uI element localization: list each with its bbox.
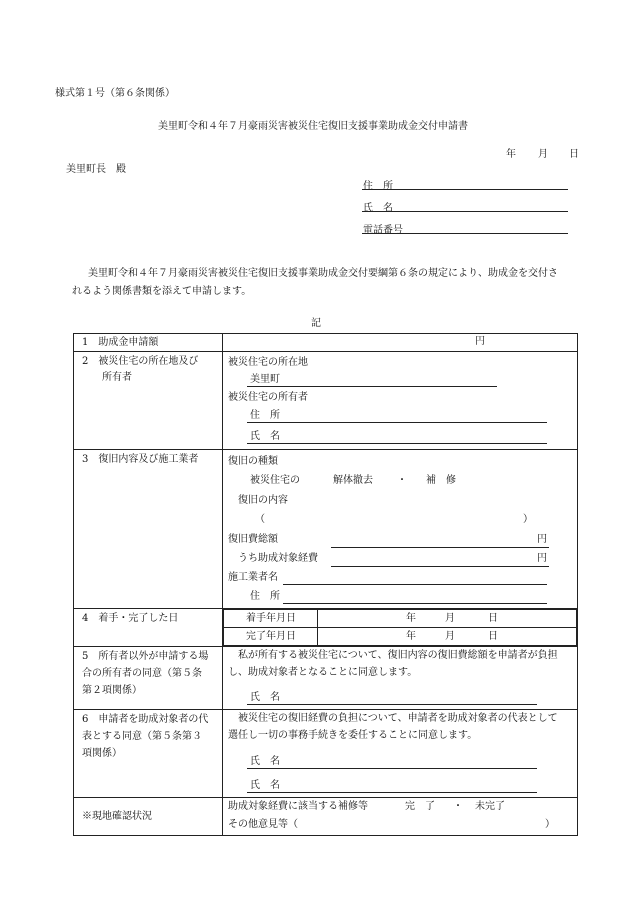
representative-label-2: 表とする同意（第５条第３: [82, 731, 202, 742]
site-check-label: ※現地確認状況: [82, 811, 152, 822]
owner-address-line[interactable]: [247, 422, 547, 423]
dates-label: 4 着手・完了した日: [82, 613, 179, 624]
start-month: 月: [445, 613, 455, 624]
subsidy-cost-label: うち助成対象経費: [238, 553, 318, 564]
total-cost-label: 復旧費総額: [228, 534, 278, 545]
representative-name-line-1[interactable]: [247, 768, 537, 769]
dates-subtable: [223, 609, 577, 646]
subsidy-cost-yen: 円: [537, 553, 547, 564]
consent-label-3: 第２項関係）: [82, 685, 142, 696]
applicant-phone-line[interactable]: [362, 233, 568, 234]
subsidy-cost-line[interactable]: [331, 566, 549, 567]
end-day: 日: [488, 631, 498, 642]
consent-text-1: 私が所有する被災住宅について、復旧内容の復旧費総額を申請者が負担: [238, 650, 558, 661]
table-row-owner-consent: [74, 647, 578, 710]
owner-name-line[interactable]: [247, 443, 547, 444]
end-year: 年: [406, 631, 416, 642]
applicant-address-label: 住 所: [363, 181, 393, 192]
intro-line-1: 美里町令和４年７月豪雨災害被災住宅復旧支援事業助成金交付要綱第６条の規定により、助成金を交付さ: [88, 268, 558, 279]
contractor-name-line[interactable]: [283, 584, 547, 585]
consent-name-line[interactable]: [247, 704, 537, 705]
contractor-label: 施工業者名: [228, 572, 278, 583]
location-town: 美里町: [250, 374, 280, 385]
restoration-label: 3 復旧内容及び施工業者: [82, 454, 199, 465]
representative-name-line-2[interactable]: [247, 792, 537, 793]
contractor-address-label: 住 所: [250, 591, 280, 602]
table-row-dates: [74, 609, 578, 647]
owner-title: 被災住宅の所有者: [228, 392, 308, 403]
option-repair[interactable]: 補 修: [426, 475, 456, 486]
consent-name-label: 氏 名: [250, 692, 280, 703]
table-row-site-check: [74, 798, 578, 836]
addressee: 美里町長 殿: [66, 164, 126, 175]
total-cost-yen: 円: [537, 534, 547, 545]
site-check-text: 助成対象経費に該当する補修等: [228, 801, 368, 812]
location-title: 被災住宅の所在地: [228, 357, 308, 368]
location-label-2: 所有者: [102, 372, 132, 383]
amount-field[interactable]: [223, 334, 577, 351]
amount-label: 1 助成金申請額: [82, 337, 159, 348]
applicant-address-line[interactable]: [362, 189, 568, 190]
date-month: 月: [538, 149, 548, 160]
table-row-amount: [74, 334, 578, 352]
restoration-content-title: 復旧の内容: [238, 495, 288, 506]
start-year: 年: [406, 613, 416, 624]
option-demolition[interactable]: 解体撤去: [333, 475, 373, 486]
location-line[interactable]: [247, 386, 497, 387]
representative-text-2: 選任し一切の事務手続きを委任することに同意します。: [228, 730, 478, 741]
start-date-label: 着手年月日: [246, 613, 296, 624]
other-opinion-close: ）: [545, 819, 555, 830]
representative-label-3: 項関係）: [82, 748, 122, 759]
representative-name-label-1: 氏 名: [250, 756, 280, 767]
form-number: 様式第１号（第６条関係）: [55, 88, 175, 99]
table-row-restoration: [74, 450, 578, 609]
intro-line-2: れるよう関係書類を添えて申請します。: [72, 286, 252, 297]
applicant-name-label: 氏 名: [363, 203, 393, 214]
status-incomplete[interactable]: 未完了: [475, 801, 505, 812]
end-date-field[interactable]: [318, 628, 577, 646]
representative-label-1: 6 申請者を助成対象者の代: [82, 714, 209, 725]
other-opinion-label: その他意見等（: [228, 819, 298, 830]
date-day: 日: [569, 149, 579, 160]
content-paren-open: （: [255, 514, 265, 525]
ki-heading: 記: [311, 318, 321, 329]
consent-label-1: 5 所有者以外が申請する場: [82, 651, 209, 662]
amount-yen: 円: [475, 336, 485, 347]
restoration-kind-title: 復旧の種類: [228, 456, 278, 467]
total-cost-line[interactable]: [331, 547, 549, 548]
contractor-address-line[interactable]: [283, 603, 547, 604]
end-month: 月: [445, 631, 455, 642]
representative-name-label-2: 氏 名: [250, 780, 280, 791]
date-year: 年: [506, 149, 516, 160]
start-day: 日: [488, 613, 498, 624]
option-separator: ・: [397, 475, 407, 486]
location-label-1: 2 被災住宅の所在地及び: [82, 356, 199, 367]
applicant-name-line[interactable]: [362, 211, 568, 212]
status-separator: ・: [453, 801, 463, 812]
consent-label-2: 合の所有者の同意（第５条: [82, 668, 202, 679]
owner-name-label: 氏 名: [250, 431, 280, 442]
table-row-location-owner: [74, 352, 578, 450]
applicant-phone-label: 電話番号: [363, 225, 403, 236]
table-row-representative: [74, 710, 578, 798]
application-table: [73, 333, 578, 836]
status-complete[interactable]: 完 了: [405, 801, 435, 812]
consent-text-2: し、助成対象者となることに同意します。: [228, 667, 418, 678]
start-date-field[interactable]: [318, 610, 577, 628]
form-title: 美里町令和４年７月豪雨災害被災住宅復旧支援事業助成金交付申請書: [158, 121, 468, 132]
representative-text-1: 被災住宅の復旧経費の負担について、申請者を助成対象者の代表として: [238, 713, 558, 724]
owner-address-label: 住 所: [250, 410, 280, 421]
content-paren-close: ）: [523, 514, 533, 525]
restoration-kind-prefix: 被災住宅の: [250, 475, 300, 486]
end-date-label: 完了年月日: [246, 631, 296, 642]
